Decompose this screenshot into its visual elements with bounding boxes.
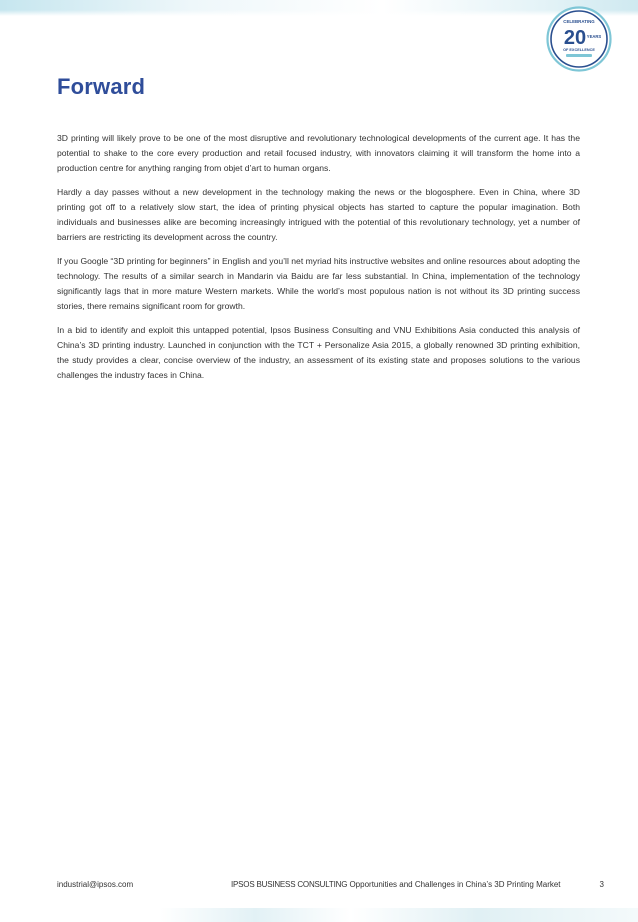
badge-line1: CELEBRATING [563,19,595,24]
footer-decorative-band [0,908,638,922]
badge-line2: YEARS [586,34,602,39]
paragraph-4: In a bid to identify and exploit this untapped potential, Ipsos Business Consulting and VNU Exhibitions Asia conducted this analysis of China’s 3D printing industry. Launched in conjunction with the TCT + Personalize Asia 2015, a globally renowned 3D printing exhibition, the study provides a clear, concise overview of the industry, an assessment of its existing state and proposes solutions to the various challenges the industry faces in China. [57,325,580,380]
badge-ribbon [566,54,592,57]
badge-line3: OF EXCELLENCE [563,48,595,52]
badge-number: 20 [563,27,587,49]
footer-brand: IPSOS BUSINESS CONSULTING [231,880,348,889]
paragraph-3: If you Google “3D printing for beginners” in English and you’ll net myriad hits instructive websites and online resources about adopting the technology. The results of a similar search in Mandarin via Baidu are far less substantial. In China, implementation of the technology significantly lags that in more mature Western markets. While the world’s most populous nation is not without its 3D printing success stories, there remains significant room for growth. [57,256,580,311]
footer-email: industrial@ipsos.com [57,880,134,889]
page-title: Forward [57,74,146,99]
body-content [57,131,580,392]
header-decorative-band [0,0,638,16]
page-footer [57,880,604,894]
paragraph-1: 3D printing will likely prove to be one of the most disruptive and revolutionary technological developments of the current age. It has the potential to shake to the core every production and retail focused industry, with innovators claiming it will transform the home into a production centre for anything ranging from objet d’art to human organs. [57,133,580,173]
paragraph-2: Hardly a day passes without a new development in the technology making the news or the blogosphere. Even in China, where 3D printing got off to a relatively slow start, the idea of printing physical objects has started to capture the popular imagination. Both individuals and businesses alike are becoming increasingly intrigued with the potential of this revolutionary technology, yet a number of barriers are restricting its development across the country. [57,187,580,242]
page-number: 3 [599,880,604,889]
footer-report-title: Opportunities and Challenges in China’s 3D Printing Market [349,880,561,889]
footer-title [231,880,561,889]
anniversary-badge [546,6,612,72]
